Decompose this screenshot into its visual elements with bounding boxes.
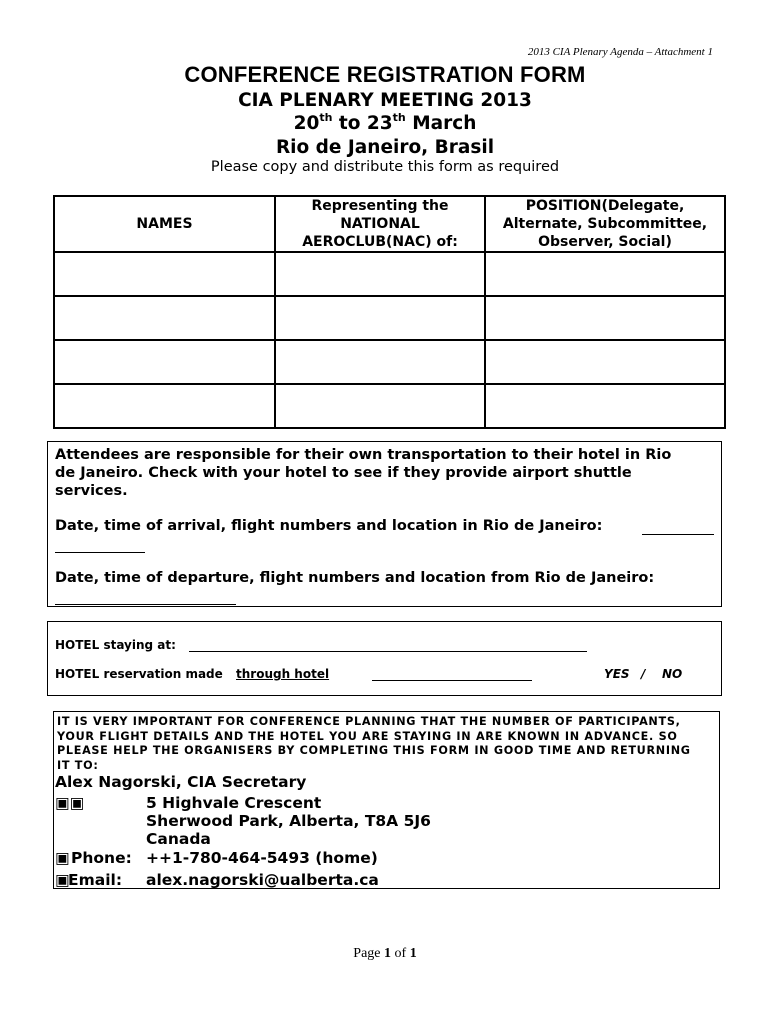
notice-line: IT IS VERY IMPORTANT FOR CONFERENCE PLANNING THAT THE NUMBER OF PARTICIPANTS, [57,715,681,728]
hotel-reservation-label: HOTEL reservation made [55,667,223,681]
mail-icon: ▣▣ [55,794,85,812]
meeting-location: Rio de Janeiro, Brasil [275,137,495,158]
transport-box [47,441,722,607]
attachment-note: 2013 CIA Plenary Agenda – Attachment 1 [527,46,713,58]
names-header: NAMES [54,196,275,252]
table-row [54,384,725,428]
no-option[interactable]: NO [662,667,683,681]
page-word: Page [353,946,381,961]
arrival-label: Date, time of arrival, flight numbers and location in Rio de Janeiro: [55,518,603,534]
hotel-staying-label: HOTEL staying at: [55,638,176,652]
page-footer [0,946,770,962]
contact-box [53,711,720,889]
position-cell[interactable] [485,384,725,428]
registration-table [53,195,726,429]
hotel-staying-field[interactable] [189,639,587,652]
position-cell[interactable] [485,340,725,384]
table-row [54,252,725,296]
name-cell[interactable] [54,384,275,428]
table-row [54,340,725,384]
name-cell[interactable] [54,252,275,296]
hotel-reservation-field[interactable] [372,668,532,681]
email-icon: ▣ [55,871,70,889]
current-page: 1 [384,946,392,961]
phone-label: Phone: [71,849,132,867]
nac-cell[interactable] [275,252,485,296]
start-suffix: th [319,111,333,124]
hotel-box [47,621,722,696]
departure-label: Date, time of departure, flight numbers and location from Rio de Janeiro: [55,570,655,586]
of-word: of [394,946,407,961]
secretary-name: Alex Nagorski, CIA Secretary [55,773,307,791]
arrival-field[interactable] [642,520,714,535]
transport-text-1: Attendees are responsible for their own transportation to their hotel in Rio [55,447,672,463]
notice-line: IT TO: [57,758,99,772]
phone-icon: ▣ [55,849,70,867]
nac-cell[interactable] [275,296,485,340]
meeting-dates [0,113,770,134]
email-label: Email: [68,871,123,889]
address-line-1: 5 Highvale Crescent [146,794,322,812]
position-cell[interactable] [485,296,725,340]
arrival-field-continued[interactable] [55,538,145,553]
address-line-2: Sherwood Park, Alberta, T8A 5J6 [146,812,431,830]
name-cell[interactable] [54,340,275,384]
table-row [54,296,725,340]
meeting-name: CIA PLENARY MEETING 2013 [238,90,532,111]
month: March [412,113,477,134]
yes-no-separator: / [641,667,646,681]
start-day: 20 [293,113,320,134]
yes-option[interactable]: YES [604,667,630,681]
position-cell[interactable] [485,252,725,296]
planning-notice [57,715,717,773]
through-hotel-link: through hotel [236,667,330,681]
notice-line: YOUR FLIGHT DETAILS AND THE HOTEL YOU ARE STAYING IN ARE KNOWN IN ADVANCE. SO [57,729,678,743]
notice-line: PLEASE HELP THE ORGANISERS BY COMPLETING THIS FORM IN GOOD TIME AND RETURNING [57,744,691,757]
phone-number: ++1-780-464-5493 (home) [146,849,378,867]
end-suffix: th [392,111,406,124]
nac-cell[interactable] [275,384,485,428]
total-pages: 1 [409,946,417,961]
address-line-3: Canada [146,830,211,848]
end-day: 23 [366,113,393,134]
transport-text-2: de Janeiro. Check with your hotel to see if they provide airport shuttle [55,465,632,481]
nac-cell[interactable] [275,340,485,384]
departure-field[interactable] [55,590,236,605]
form-title: CONFERENCE REGISTRATION FORM [184,62,586,87]
transport-text-3: services. [55,483,128,499]
nac-header: Representing the NATIONAL AEROCLUB(NAC) of: [275,196,485,252]
name-cell[interactable] [54,296,275,340]
email-address[interactable]: alex.nagorski@ualberta.ca [146,871,379,889]
distribution-note: Please copy and distribute this form as required [210,159,560,175]
position-header: POSITION(Delegate, Alternate, Subcommittee, Observer, Social) [485,196,725,252]
dates-to: to [338,113,361,134]
